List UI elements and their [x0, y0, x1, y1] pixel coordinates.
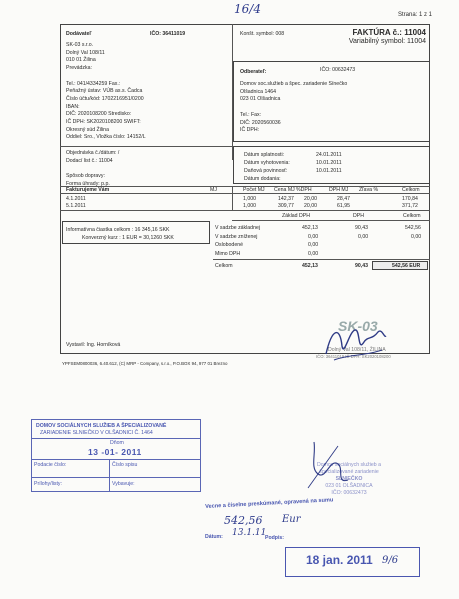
verification-date-value: 13.1.11 [232, 528, 267, 538]
items-col-mj: MJ [210, 187, 217, 193]
summary-col-total: Celkom [403, 213, 421, 219]
org-stamp: Domov sociálnych služieb a špecializované zariadenie SLNIEČKO 023 01 OLŠADNICA IČO: 00632473 [316, 462, 381, 496]
grand-total-label: Celkom [215, 263, 233, 269]
supplier-heading: Dodávateľ [66, 31, 92, 37]
registry-line-1: DOMOV SOCIÁLNYCH SLUŽIEB A ŠPECIALIZOVANÉ [36, 423, 167, 429]
registry-date-value: 13 -01- 2011 [88, 447, 142, 457]
received-note: 9/6 [382, 555, 399, 566]
grand-total-vat: 90,43 [355, 263, 368, 269]
constant-symbol: Konšt. symbol: 008 [240, 31, 285, 37]
page-counter: Strana: 1 z 1 [398, 12, 433, 18]
registry-attach-label: Prílohy/listy: [34, 481, 62, 487]
sk03-stamp-logo: SK-03 [338, 318, 378, 334]
registry-handler-label: Vybavuje: [112, 481, 135, 487]
verification-sign-label: Podpis: [265, 535, 285, 541]
supplier-ico: IČO: 36411019 [150, 31, 186, 37]
supplier-block: SK-03 s.r.o. Dolný Val 108/11 010 01 Žilina Prevádzka: Tel.: 041/4334259 Fax.: Peňažný ústav: VÚB as.s. Čadca Číslo účtu/kód: 1702216951/0200 IBAN: DIČ: 2020108200 Stredisko: IČ DPH: SK2020108200 SWIFT: Okresný súd Žilina Oddiel: Sro., Vložka číslo: 14152/L [66, 42, 146, 141]
items-col-vat: %DPH [296, 187, 312, 193]
signature-1 [320, 318, 390, 363]
items-col-vat-mj: DPH MJ [329, 187, 349, 193]
verification-amount: 542,56 [224, 514, 263, 527]
sk03-stamp-line-1: Dolný Val 108/11, ŽILINA [328, 347, 386, 353]
summary-col-vat: DPH [353, 213, 364, 219]
buyer-block: Domov soc.služieb a špec. zariadenie Sínečko Olšadnica 1464 023 01 Olšadnica Tel.: Fax: DIČ: 2020560036 IČ DPH: [240, 81, 348, 134]
signature-2 [290, 438, 360, 493]
registry-date-label: Dňom [110, 440, 124, 446]
conversion-line-1: Informatívna čiastka celkom : 16 345,16 SKK [66, 227, 170, 233]
verification-currency: Eur [282, 514, 301, 525]
conversion-line-2: Konverzný kurz : 1 EUR = 30,1260 SKK [82, 235, 174, 241]
dates-labels: Dátum splatnosti: Dátum vyhotovenia: Daňová povinnosť: Dátum dodania: [244, 152, 290, 182]
buyer-ico: IČO: 00632473 [320, 67, 356, 73]
received-date: 18 jan. 2011 [306, 553, 373, 567]
registry-file-label: Číslo spisu [112, 462, 138, 468]
sk03-stamp-line-2: IČO: 36411019 IČ DPH: SK2020108200 [316, 354, 391, 359]
buyer-heading: Odberateľ: [240, 69, 267, 75]
invoice-title: FAKTÚRA č.: 11004 [352, 28, 426, 37]
verification-line: Vecne a číselne preskúmané, opravená na sumu [205, 497, 334, 510]
summary-col-base: Základ DPH [282, 213, 310, 219]
registry-line-2: ZARIADENIE SLNIEČKO V OLŠADNICI Č. 1464 [40, 430, 153, 436]
verification-date-label: Dátum: [205, 534, 223, 540]
order-block: Objednávka č./dátum: / Dodací list č.: 11004 Spôsob dopravy: Forma úhrady: p.p. [66, 150, 120, 187]
items-col-discount: Zľava % [359, 187, 379, 193]
page-note: 16/4 [234, 2, 261, 16]
grand-total-amount: 542,56 EUR [392, 263, 421, 269]
variable-symbol: Variabilný symbol: 11004 [348, 38, 426, 45]
issued-by: Vystavil: Ing. Horníková [66, 342, 121, 348]
grand-total-base: 452,13 [302, 263, 318, 269]
items-col-price: Cena MJ [274, 187, 295, 193]
summary-rows: V sadzbe základnej 452,13 90,43 542,56 V sadzbe zníženej 0,00 0,00 0,00 Oslobodené 0,00 Mimo DPH 0,00 [215, 225, 422, 257]
items-col-desc: Fakturujeme Vám [66, 187, 110, 193]
items-col-total: Celkom [402, 187, 420, 193]
dates-values: 24.01.2011 10.01.2011 10.01.2011 [316, 152, 342, 174]
items-col-qty: Počet MJ [243, 187, 265, 193]
registry-number-label: Podacie číslo: [34, 462, 67, 468]
footer-software: YPFSEM0800036, 6.40.612, (C) MRP - Company, s.r.o., P.O.BOX 94, 977 01 Brezno [62, 361, 228, 366]
